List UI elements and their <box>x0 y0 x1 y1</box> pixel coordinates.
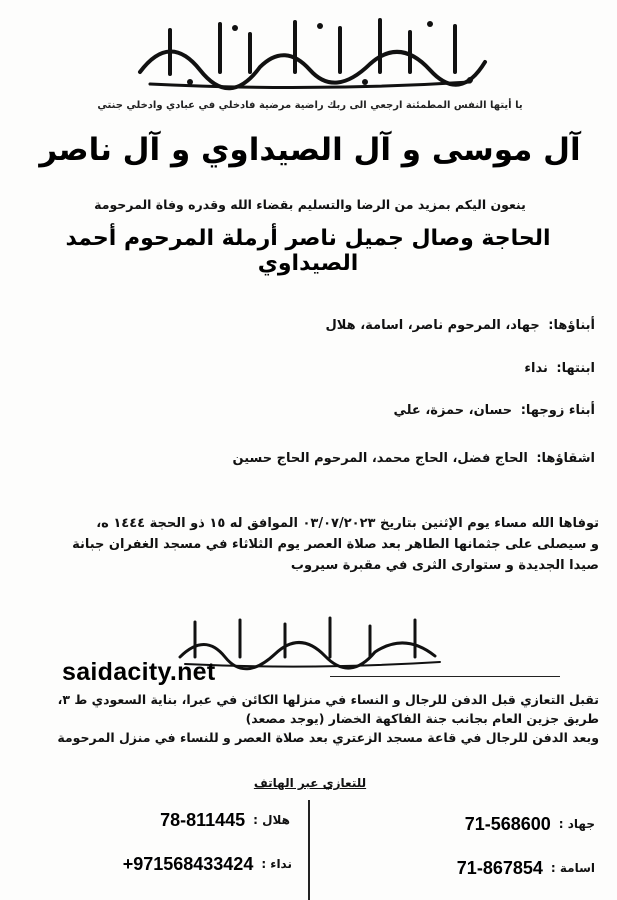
condolence-line: طريق جزين العام بجانب جنة الفاكهة الخضار (يوجد مصعد) <box>245 711 599 726</box>
website-label: saidacity.net <box>62 658 216 686</box>
quran-verse: يا أيتها النفس المطمئنة ارجعي الى ربك راضية مرضية فادخلي في عبادي وادخلي جنتي <box>97 100 523 111</box>
relatives-brothers <box>35 451 595 466</box>
relatives-label: أبناء زوجها: <box>520 403 595 418</box>
relatives-label: اشقاؤها: <box>536 451 595 466</box>
relatives-names: حسان، حمزة، علي <box>393 403 513 418</box>
relatives-label: ابنتها: <box>556 361 595 376</box>
contact-nidaa <box>66 852 292 876</box>
death-details-line: و سيصلى على جثمانها الطاهر بعد صلاة العصر يوم الثلاثاء في مسجد الغفران جبانة <box>72 537 599 552</box>
contact-hilal <box>120 808 290 832</box>
relatives-sons <box>35 318 595 333</box>
website-underline <box>330 676 560 677</box>
relatives-stepsons <box>35 403 595 418</box>
families-title: آل موسى و آل الصيداوي و آل ناصر <box>39 132 581 168</box>
relatives-names: نداء <box>524 361 548 376</box>
announcement-line: ينعون اليكم بمزيد من الرضا والتسليم بقضاء الله وقدره وفاة المرحومة <box>94 197 526 212</box>
deceased-name: الحاجة وصال جميل ناصر أرملة المرحوم أحمد الصيداوي <box>65 226 551 276</box>
phone-condolences-title: للتعازي عبر الهاتف <box>253 776 367 790</box>
death-details <box>14 513 599 576</box>
relatives-daughter <box>35 361 595 376</box>
contact-phone[interactable]: 78-811445 <box>160 809 246 830</box>
condolence-line: تقبل التعازي قبل الدفن للرجال و النساء في منزلها الكائن في عبرا، بناية السعودي ط ٣، <box>57 692 599 707</box>
contact-name: اسامة : <box>550 861 595 875</box>
condolence-details <box>14 690 599 747</box>
calligraphy-text: سبحان الحي الذي لا يموت <box>299 87 321 89</box>
contact-phone[interactable]: 71-568600 <box>464 813 551 834</box>
contact-phone[interactable]: 71-867854 <box>456 857 543 878</box>
relatives-names: جهاد، المرحوم ناصر، اسامة، هلال <box>325 318 540 333</box>
contacts-divider <box>308 800 310 900</box>
contact-name: جهاد : <box>558 817 595 831</box>
contact-jihad <box>465 812 595 836</box>
condolence-line: وبعد الدفن للرجال في قاعة مسجد الزعتري بعد صلاة العصر و للنساء في منزل المرحومة <box>57 730 599 745</box>
contact-phone[interactable]: +971568433424 <box>122 853 254 874</box>
contact-name: نداء : <box>261 857 292 871</box>
relatives-names: الحاج فضل، الحاج محمد، المرحوم الحاج حسين <box>232 451 528 466</box>
calligraphy-header <box>110 12 510 92</box>
contact-name: هلال : <box>253 813 290 827</box>
contact-osama <box>457 856 595 880</box>
death-details-line: توفاها الله مساء يوم الإثنين بتاريخ ٠٣/٠٧/٢٠٢٣ الموافق له ١٥ ذو الحجة ١٤٤٤ ه، <box>96 516 599 531</box>
relatives-label: أبناؤها: <box>548 318 595 333</box>
death-details-line: صيدا الجديدة و ستوارى الثرى في مقبرة سيروب <box>290 558 599 573</box>
quran-phrase: انا لله وانا اليه راجعون <box>300 669 320 671</box>
